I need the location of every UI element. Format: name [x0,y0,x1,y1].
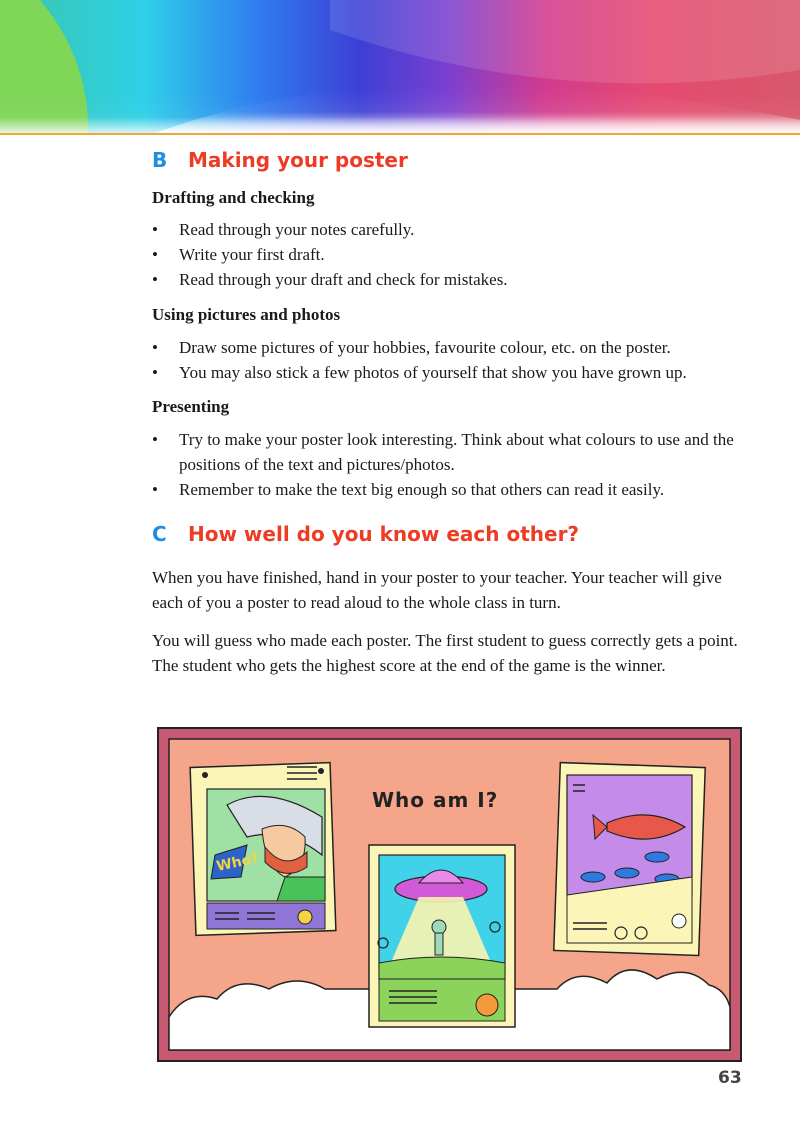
section-letter: C [152,522,167,546]
paragraph: When you have finished, hand in your poster to your teacher. Your teacher will give each of you a poster to read aloud to the whole class in turn. [152,568,722,612]
list-item: • Read through your notes carefully. [152,217,508,242]
section-c-heading [152,522,579,546]
list-item: • Try to make your poster look interesting. Think about what colours to use and the positions of the text and pictures/photos. [152,427,747,477]
decorative-banner [0,0,800,135]
banner-rule [0,133,800,135]
list-item: • Read through your draft and check for mistakes. [152,267,508,292]
subheading-pictures: Using pictures and photos [152,305,341,324]
poster-board-illustration [157,727,742,1062]
subheading-drafting: Drafting and checking [152,188,315,207]
list-drafting [152,217,508,292]
board-title: Who am I? [372,788,499,812]
section-title: How well do you know each other? [188,522,580,546]
subheading-presenting: Presenting [152,397,230,416]
list-item: • Draw some pictures of your hobbies, favourite colour, etc. on the poster. [152,335,772,360]
poster-left [190,763,336,936]
who-text: Who? [215,850,261,875]
list-pictures [152,335,772,385]
poster-middle [369,845,515,1027]
section-title: Making your poster [188,148,408,172]
list-item: • Write your first draft. [152,242,508,267]
list-item: • You may also stick a few photos of yourself that show you have grown up. [152,360,772,385]
list-presenting [152,427,747,502]
paragraph: You will guess who made each poster. The first student to guess correctly gets a point. The student who gets the highest score at the end of the game is the winner. [152,631,738,675]
section-letter: B [152,148,168,172]
list-item: • Remember to make the text big enough so that others can read it easily. [152,477,747,502]
section-b-heading [152,148,408,172]
poster-right [554,763,705,956]
page-number: 63 [718,1068,742,1088]
